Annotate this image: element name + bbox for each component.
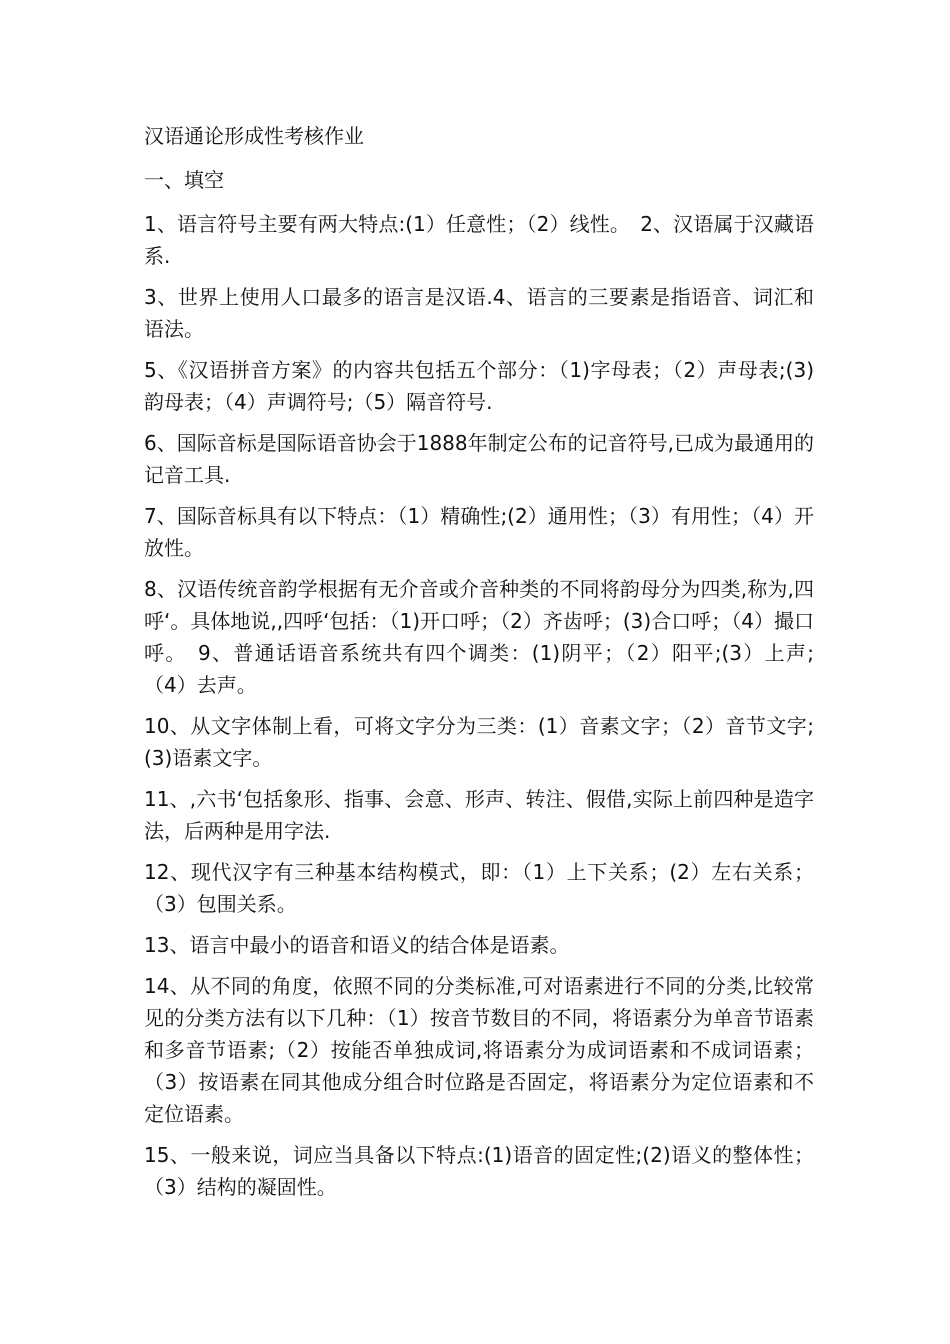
paragraph-3: 3、世界上使用人口最多的语言是汉语.4、语言的三要素是指语音、词汇和语法。	[144, 285, 814, 341]
paragraph-5: 5、《汉语拼音方案》的内容共包括五个部分：（1)字母表；（2）声母表;(3)韵母表；（4）声调符号;（5）隔音符号.	[144, 358, 814, 414]
paragraph-10: 10、从文字体制上看，可将文字分为三类：(1）音素文字；（2）音节文字;(3)语素文字。	[144, 714, 814, 770]
paragraph-11: 11、,六书‘包括象形、指事、会意、形声、转注、假借,实际上前四种是造字法，后两种是用字法.	[144, 787, 814, 843]
paragraph-14: 14、从不同的角度，依照不同的分类标准,可对语素进行不同的分类,比较常见的分类方法有以下几种：（1）按音节数目的不同，将语素分为单音节语素和多音节语素;（2）按能否单独成词,将语素分为成词语素和不成词语素；（3）按语素在同其他成分组合时位路是否固定，将语素分为定位语素和不定位语素。	[144, 974, 814, 1126]
paragraph-12: 12、现代汉字有三种基本结构模式，即：（1）上下关系；(2）左右关系；（3）包围关系。	[144, 860, 814, 916]
document-page	[144, 120, 814, 1212]
paragraph-13: 13、语言中最小的语音和语义的结合体是语素。	[144, 933, 570, 957]
paragraph-list	[144, 208, 814, 1203]
document-title: 汉语通论形成性考核作业	[144, 124, 364, 148]
paragraph-15: 15、一般来说，词应当具备以下特点:(1)语音的固定性;(2)语义的整体性；（3）结构的凝固性。	[144, 1143, 814, 1199]
paragraph-6: 6、国际音标是国际语音协会于1888年制定公布的记音符号,已成为最通用的记音工具.	[144, 431, 814, 487]
paragraph-7: 7、国际音标具有以下特点：（1）精确性;(2）通用性；（3）有用性；（4）开放性。	[144, 504, 814, 560]
paragraph-8: 8、汉语传统音韵学根据有无介音或介音种类的不同将韵母分为四类,称为,四呼‘。具体地说,,四呼‘包括：（1)开口呼；（2）齐齿呼；(3)合口呼；（4）撮口呼。 9、普通话语音系统共有四个调类：(1)阴平；（2）阳平;(3）上声;（4）去声。	[144, 577, 814, 697]
paragraph-1: 1、语言符号主要有两大特点:(1）任意性；（2）线性。 2、汉语属于汉藏语系.	[144, 212, 814, 268]
section-heading: 一、填空	[144, 168, 224, 192]
